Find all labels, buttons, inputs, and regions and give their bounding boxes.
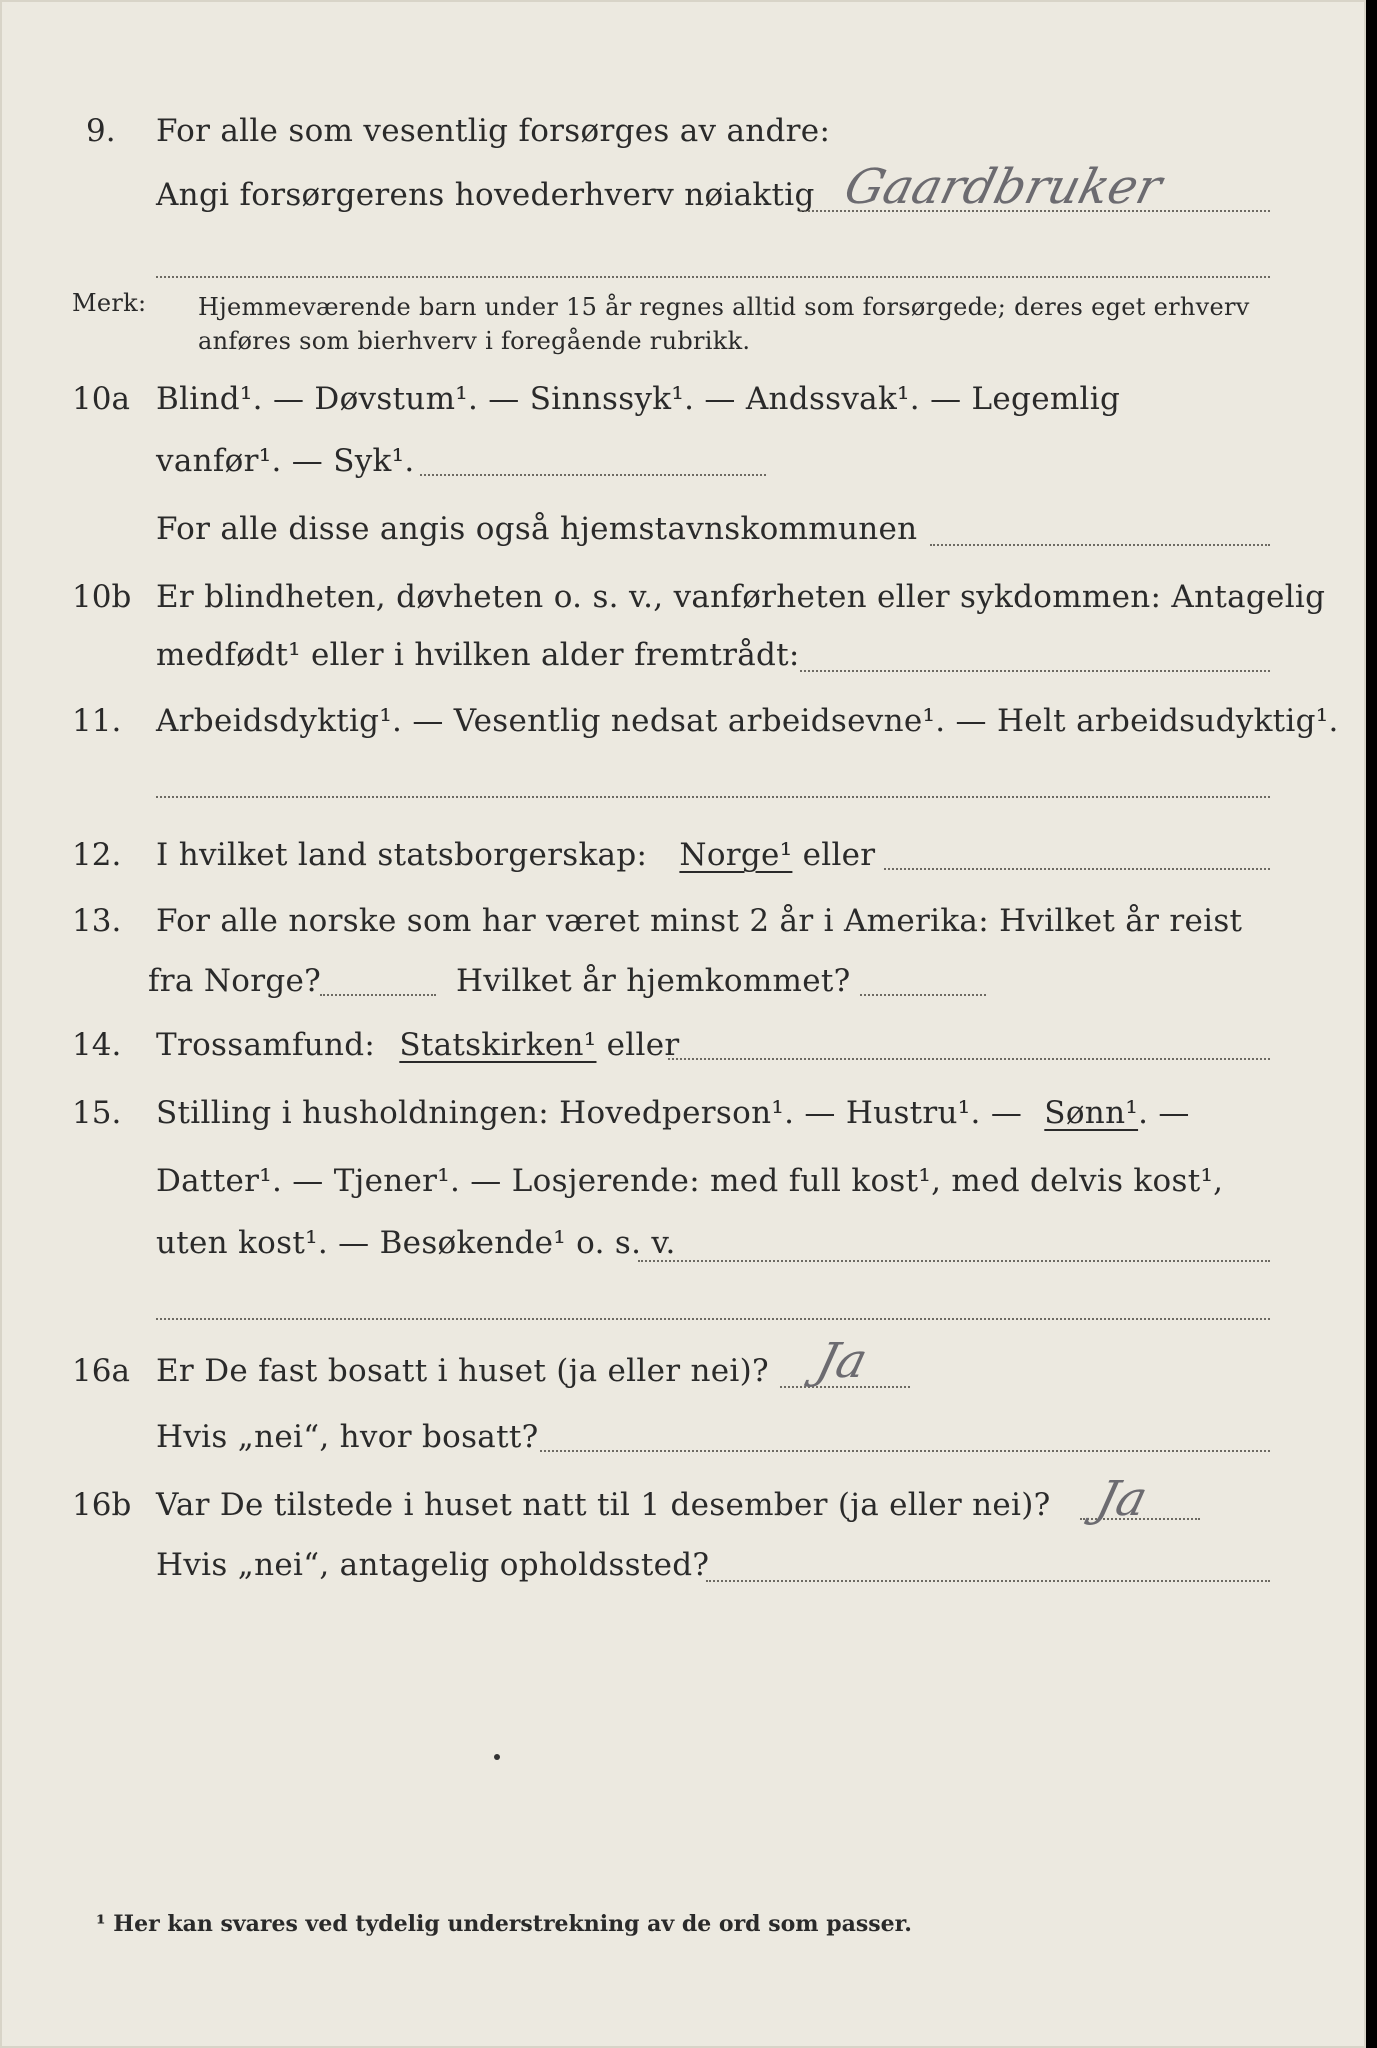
answer-line bbox=[800, 670, 1270, 672]
answer-line bbox=[540, 1450, 1270, 1452]
answer-line bbox=[420, 474, 766, 476]
question-12-option-underlined: Norge¹ bbox=[679, 837, 793, 873]
question-12-suffix: eller bbox=[802, 837, 876, 873]
answer-line bbox=[860, 994, 986, 996]
question-16b-handwritten-answer: Ja bbox=[1091, 1471, 1153, 1527]
question-13-number: 13. bbox=[72, 903, 122, 939]
question-13-line-2a: fra Norge? bbox=[148, 963, 322, 999]
question-14-text bbox=[156, 1026, 680, 1064]
footnote: ¹ Her kan svares ved tydelig understrekning av de ord som passer. bbox=[96, 1911, 912, 1937]
answer-line bbox=[668, 1058, 1270, 1060]
question-15-line-3: uten kost¹. — Besøkende¹ o. s. v. bbox=[156, 1225, 676, 1261]
question-15-line-1 bbox=[156, 1094, 1190, 1132]
question-13-line-1: For alle norske som har været minst 2 år i Amerika: Hvilket år reist bbox=[156, 903, 1243, 939]
question-14-number: 14. bbox=[72, 1027, 122, 1063]
note-label: Merk: bbox=[72, 289, 147, 317]
question-14-prefix: Trossamfund: bbox=[156, 1027, 376, 1063]
question-16a-line-1: Er De fast bosatt i huset (ja eller nei)? bbox=[156, 1353, 769, 1389]
question-10b-line-2: medfødt¹ eller i hvilken alder fremtrådt: bbox=[156, 637, 800, 673]
question-12-prefix: I hvilket land statsborgerskap: bbox=[156, 837, 648, 873]
note-line-1: Hjemmeværende barn under 15 år regnes alltid som forsørgede; deres eget erhverv bbox=[198, 293, 1250, 321]
question-9-handwritten-answer: Gaardbruker bbox=[839, 159, 1168, 215]
question-12-text bbox=[156, 836, 875, 874]
answer-line bbox=[156, 1318, 1270, 1320]
answer-line bbox=[930, 544, 1270, 546]
question-15-line-1c: . — bbox=[1138, 1095, 1190, 1131]
answer-line bbox=[156, 276, 1270, 278]
note-line-2: anføres som bierhverv i foregående rubrikk. bbox=[198, 327, 751, 355]
answer-line bbox=[156, 796, 1270, 798]
question-14-suffix: eller bbox=[606, 1027, 680, 1063]
answer-line bbox=[638, 1260, 1270, 1262]
answer-line bbox=[884, 868, 1270, 870]
question-9-line-1: For alle som vesentlig forsørges av andre: bbox=[156, 113, 831, 149]
question-10a-line-2: vanfør¹. — Syk¹. bbox=[156, 443, 415, 479]
question-16b-line-2: Hvis „nei“, antagelig opholdssted? bbox=[156, 1547, 710, 1583]
question-10a-line-3: For alle disse angis også hjemstavnskommunen bbox=[156, 511, 918, 547]
question-15-number: 15. bbox=[72, 1095, 122, 1131]
question-16b-number: 16b bbox=[72, 1487, 132, 1523]
question-15-line-2: Datter¹. — Tjener¹. — Losjerende: med full kost¹, med delvis kost¹, bbox=[156, 1163, 1224, 1199]
question-10a-number: 10a bbox=[72, 381, 130, 417]
question-16a-line-2: Hvis „nei“, hvor bosatt? bbox=[156, 1419, 539, 1455]
question-16b-line-1: Var De tilstede i huset natt til 1 desember (ja eller nei)? bbox=[156, 1487, 1051, 1523]
question-15-option-underlined: Sønn¹ bbox=[1044, 1095, 1139, 1131]
question-16a-handwritten-answer: Ja bbox=[811, 1333, 873, 1389]
question-11-line-1: Arbeidsdyktig¹. — Vesentlig nedsat arbeidsevne¹. — Helt arbeidsudyktig¹. bbox=[156, 703, 1339, 739]
answer-line bbox=[706, 1580, 1270, 1582]
question-10a-line-1: Blind¹. — Døvstum¹. — Sinnssyk¹. — Andssvak¹. — Legemlig bbox=[156, 381, 1121, 417]
question-9-line-2: Angi forsørgerens hovederhverv nøiaktig bbox=[156, 177, 815, 213]
question-9-number: 9. bbox=[86, 113, 116, 149]
question-14-option-underlined: Statskirken¹ bbox=[399, 1027, 597, 1063]
question-13-line-2b: Hvilket år hjemkommet? bbox=[456, 963, 851, 999]
question-11-number: 11. bbox=[72, 703, 122, 739]
question-12-number: 12. bbox=[72, 837, 122, 873]
answer-line bbox=[320, 994, 436, 996]
question-16a-number: 16a bbox=[72, 1353, 130, 1389]
question-10b-line-1: Er blindheten, døvheten o. s. v., vanførheten eller sykdommen: Antagelig bbox=[156, 579, 1326, 615]
ink-dot bbox=[494, 1754, 500, 1760]
question-10b-number: 10b bbox=[72, 579, 132, 615]
question-15-line-1a: Stilling i husholdningen: Hovedperson¹. — Hustru¹. — bbox=[156, 1095, 1023, 1131]
